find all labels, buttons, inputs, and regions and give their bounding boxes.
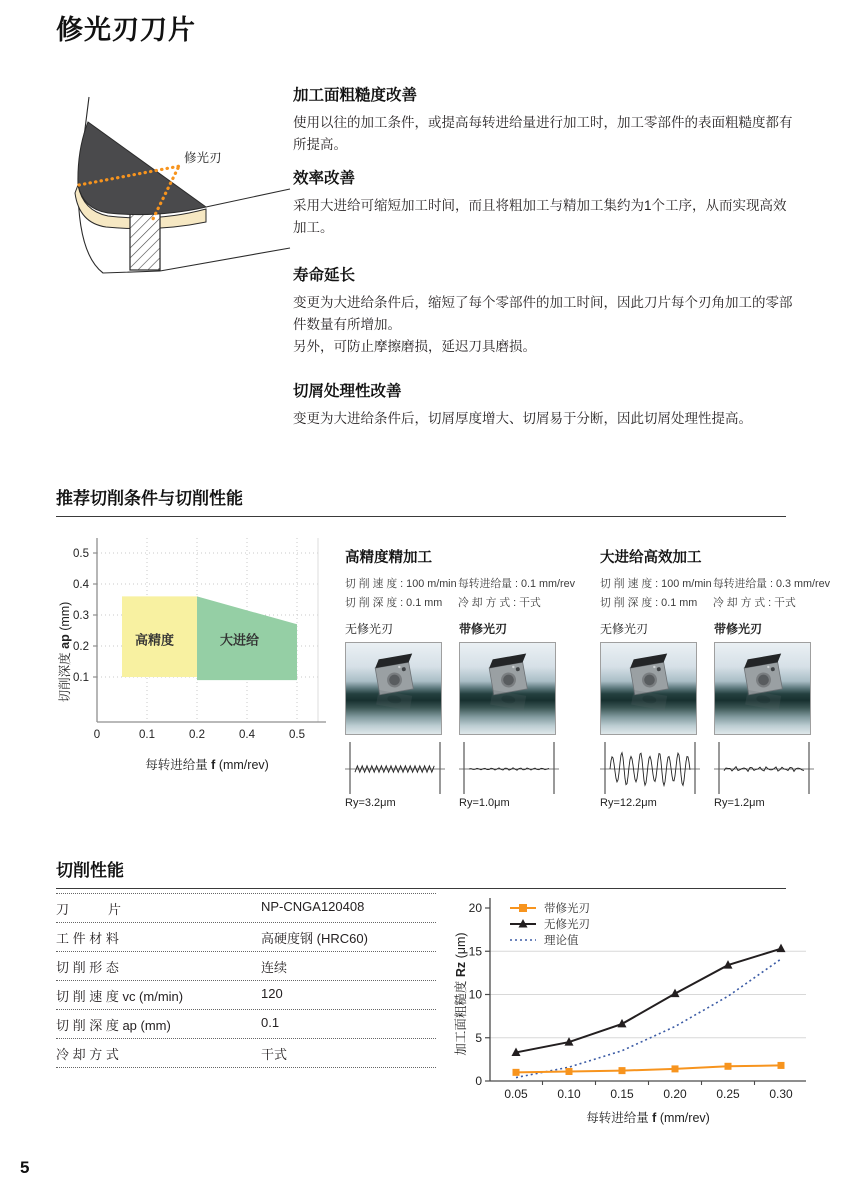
feature-title: 效率改善 bbox=[293, 170, 356, 187]
svg-text:0.2: 0.2 bbox=[73, 641, 89, 653]
svg-text:0.1: 0.1 bbox=[139, 729, 155, 741]
row-label: 切 削 速 度 vc (m/min) bbox=[56, 989, 184, 1004]
photo-label: 带修光刃 bbox=[714, 622, 763, 636]
svg-text:5: 5 bbox=[475, 1030, 482, 1045]
insert-photo bbox=[600, 642, 697, 735]
table-row bbox=[56, 952, 436, 981]
condition-feed: 每转进给量 : 0.3 mm/rev bbox=[713, 578, 830, 590]
wiper-edge-diagram bbox=[58, 92, 293, 290]
insert-photo-art bbox=[601, 643, 696, 734]
legend-item: 理论值 bbox=[544, 935, 579, 947]
insert-photo bbox=[714, 642, 811, 735]
table-row bbox=[56, 981, 436, 1010]
svg-text:0.3: 0.3 bbox=[73, 610, 89, 622]
table-row bbox=[56, 1039, 436, 1068]
recommended-conditions-chart bbox=[40, 520, 360, 770]
photo-column-without-wiper bbox=[345, 620, 445, 809]
row-value: NP-CNGA120408 bbox=[261, 899, 365, 914]
photo-label: 无修光刃 bbox=[600, 622, 649, 636]
svg-text:大进给: 大进给 bbox=[219, 632, 260, 648]
row-label: 工 件 材 料 bbox=[56, 931, 119, 946]
row-value: 高硬度钢 (HRC60) bbox=[261, 931, 368, 946]
surface-profile-trace bbox=[459, 738, 559, 796]
insert-photo bbox=[459, 642, 556, 735]
section-heading: 推荐切削条件与切削性能 bbox=[56, 489, 243, 508]
chart2-y-axis-title: 加工面粗糙度 Rz (μm) bbox=[454, 932, 468, 1056]
svg-text:0: 0 bbox=[475, 1074, 482, 1088]
feature-title: 切屑处理性改善 bbox=[293, 383, 402, 400]
surface-profile-trace bbox=[345, 738, 445, 796]
svg-text:15: 15 bbox=[468, 944, 482, 959]
ry-value: Ry=1.0μm bbox=[459, 797, 510, 809]
svg-text:0.1: 0.1 bbox=[73, 672, 89, 684]
chart2-x-axis-title: 每转进给量 f (mm/rev) bbox=[586, 1111, 710, 1125]
ry-value: Ry=12.2μm bbox=[600, 797, 657, 809]
process-group-highfeed bbox=[600, 546, 835, 820]
condition-coolant: 冷 却 方 式 : 干式 bbox=[458, 597, 541, 609]
page-number: 5 bbox=[20, 1158, 30, 1177]
condition-speed: 切 削 速 度 : 100 m/min bbox=[345, 578, 457, 590]
photo-column-with-wiper bbox=[714, 620, 814, 809]
section-recommended-conditions bbox=[56, 484, 786, 517]
row-value: 120 bbox=[261, 986, 283, 1001]
svg-text:0.05: 0.05 bbox=[504, 1087, 528, 1101]
cutting-conditions bbox=[600, 576, 835, 610]
photo-column-without-wiper bbox=[600, 620, 700, 809]
svg-text:高精度: 高精度 bbox=[134, 632, 175, 648]
feature-body: 变更为大进给条件后，缩短了每个零部件的加工时间，因此刀片每个刃角加工的零部件数量有所增加。 bbox=[293, 295, 793, 332]
feature-body: 采用大进给可缩短加工时间，而且将粗加工与精加工集约为1个工序，从而实现高效加工。 bbox=[293, 198, 787, 235]
section-heading: 切削性能 bbox=[56, 861, 124, 880]
svg-text:10: 10 bbox=[468, 987, 482, 1002]
condition-depth: 切 削 深 度 : 0.1 mm bbox=[345, 597, 443, 609]
feature-toollife bbox=[293, 263, 793, 358]
surface-profile-trace bbox=[714, 738, 814, 796]
table-row bbox=[56, 1010, 436, 1039]
svg-text:0.15: 0.15 bbox=[610, 1087, 634, 1101]
condition-coolant: 冷 却 方 式 : 干式 bbox=[713, 597, 796, 609]
row-label: 冷 却 方 式 bbox=[56, 1047, 119, 1062]
ry-value: Ry=1.2μm bbox=[714, 797, 765, 809]
chart-legend bbox=[508, 900, 590, 948]
feature-chipcontrol bbox=[293, 379, 793, 430]
row-value: 0.1 bbox=[261, 1015, 280, 1030]
feature-roughness bbox=[293, 83, 793, 156]
row-value: 干式 bbox=[261, 1047, 288, 1062]
chart1-x-axis-title: 每转进给量 f (mm/rev) bbox=[145, 758, 269, 772]
svg-text:0.30: 0.30 bbox=[769, 1087, 793, 1101]
conditions-table bbox=[56, 893, 436, 1068]
svg-text:0.10: 0.10 bbox=[557, 1087, 581, 1101]
page-title: 修光刃刀片 bbox=[56, 15, 196, 45]
feature-body: 变更为大进给条件后，切屑厚度增大、切屑易于分断，因此切屑处理性提高。 bbox=[293, 411, 752, 426]
feature-title: 加工面粗糙度改善 bbox=[293, 87, 418, 104]
row-label: 切 削 形 态 bbox=[56, 960, 119, 975]
photo-label: 无修光刃 bbox=[345, 622, 394, 636]
insert-photo bbox=[345, 642, 442, 735]
feature-body2: 另外，可防止摩擦磨损，延迟刀具磨损。 bbox=[293, 338, 536, 354]
legend-item: 带修光刃 bbox=[508, 900, 590, 916]
feature-body: 使用以往的加工条件，或提高每转进给量进行加工时，加工零部件的表面粗糙度都有所提高。 bbox=[293, 115, 793, 152]
svg-text:0.4: 0.4 bbox=[73, 579, 89, 591]
row-label: 切 削 深 度 ap (mm) bbox=[56, 1018, 171, 1033]
roughness-chart-wrapper bbox=[450, 878, 842, 1138]
svg-text:0.25: 0.25 bbox=[716, 1087, 740, 1101]
process-group-title: 大进给高效加工 bbox=[600, 550, 702, 566]
condition-depth: 切 削 深 度 : 0.1 mm bbox=[600, 597, 698, 609]
wiper-edge-label: 修光刃 bbox=[184, 151, 222, 165]
table-row bbox=[56, 893, 436, 923]
process-group-title: 高精度精加工 bbox=[345, 550, 432, 566]
condition-feed: 每转进给量 : 0.1 mm/rev bbox=[458, 578, 575, 590]
row-value: 连续 bbox=[261, 960, 288, 975]
legend-item: 无修光刃 bbox=[508, 916, 590, 932]
feature-title: 寿命延长 bbox=[293, 267, 356, 284]
feature-efficiency bbox=[293, 166, 793, 239]
process-group-precision bbox=[345, 546, 580, 820]
svg-text:20: 20 bbox=[468, 901, 482, 915]
insert-top-face bbox=[78, 122, 206, 215]
insert-photo-art bbox=[715, 643, 810, 734]
svg-text:0.4: 0.4 bbox=[239, 729, 255, 741]
svg-text:0: 0 bbox=[93, 729, 101, 741]
svg-text:0.5: 0.5 bbox=[289, 729, 305, 741]
ry-value: Ry=3.2μm bbox=[345, 797, 396, 809]
insert-photo-art bbox=[460, 643, 555, 734]
surface-profile-trace bbox=[600, 738, 700, 796]
insert-photo-art bbox=[346, 643, 441, 734]
svg-text:0.5: 0.5 bbox=[73, 548, 89, 560]
condition-speed: 切 削 速 度 : 100 m/min bbox=[600, 578, 712, 590]
chart1-y-axis-title: 切削深度 ap (mm) bbox=[58, 601, 72, 703]
cutting-conditions bbox=[345, 576, 580, 610]
svg-text:0.20: 0.20 bbox=[663, 1087, 687, 1101]
photo-column-with-wiper bbox=[459, 620, 559, 809]
table-row bbox=[56, 923, 436, 952]
photo-label: 带修光刃 bbox=[459, 622, 508, 636]
row-label: 刀 片 bbox=[56, 902, 122, 917]
svg-text:0.2: 0.2 bbox=[189, 729, 205, 741]
